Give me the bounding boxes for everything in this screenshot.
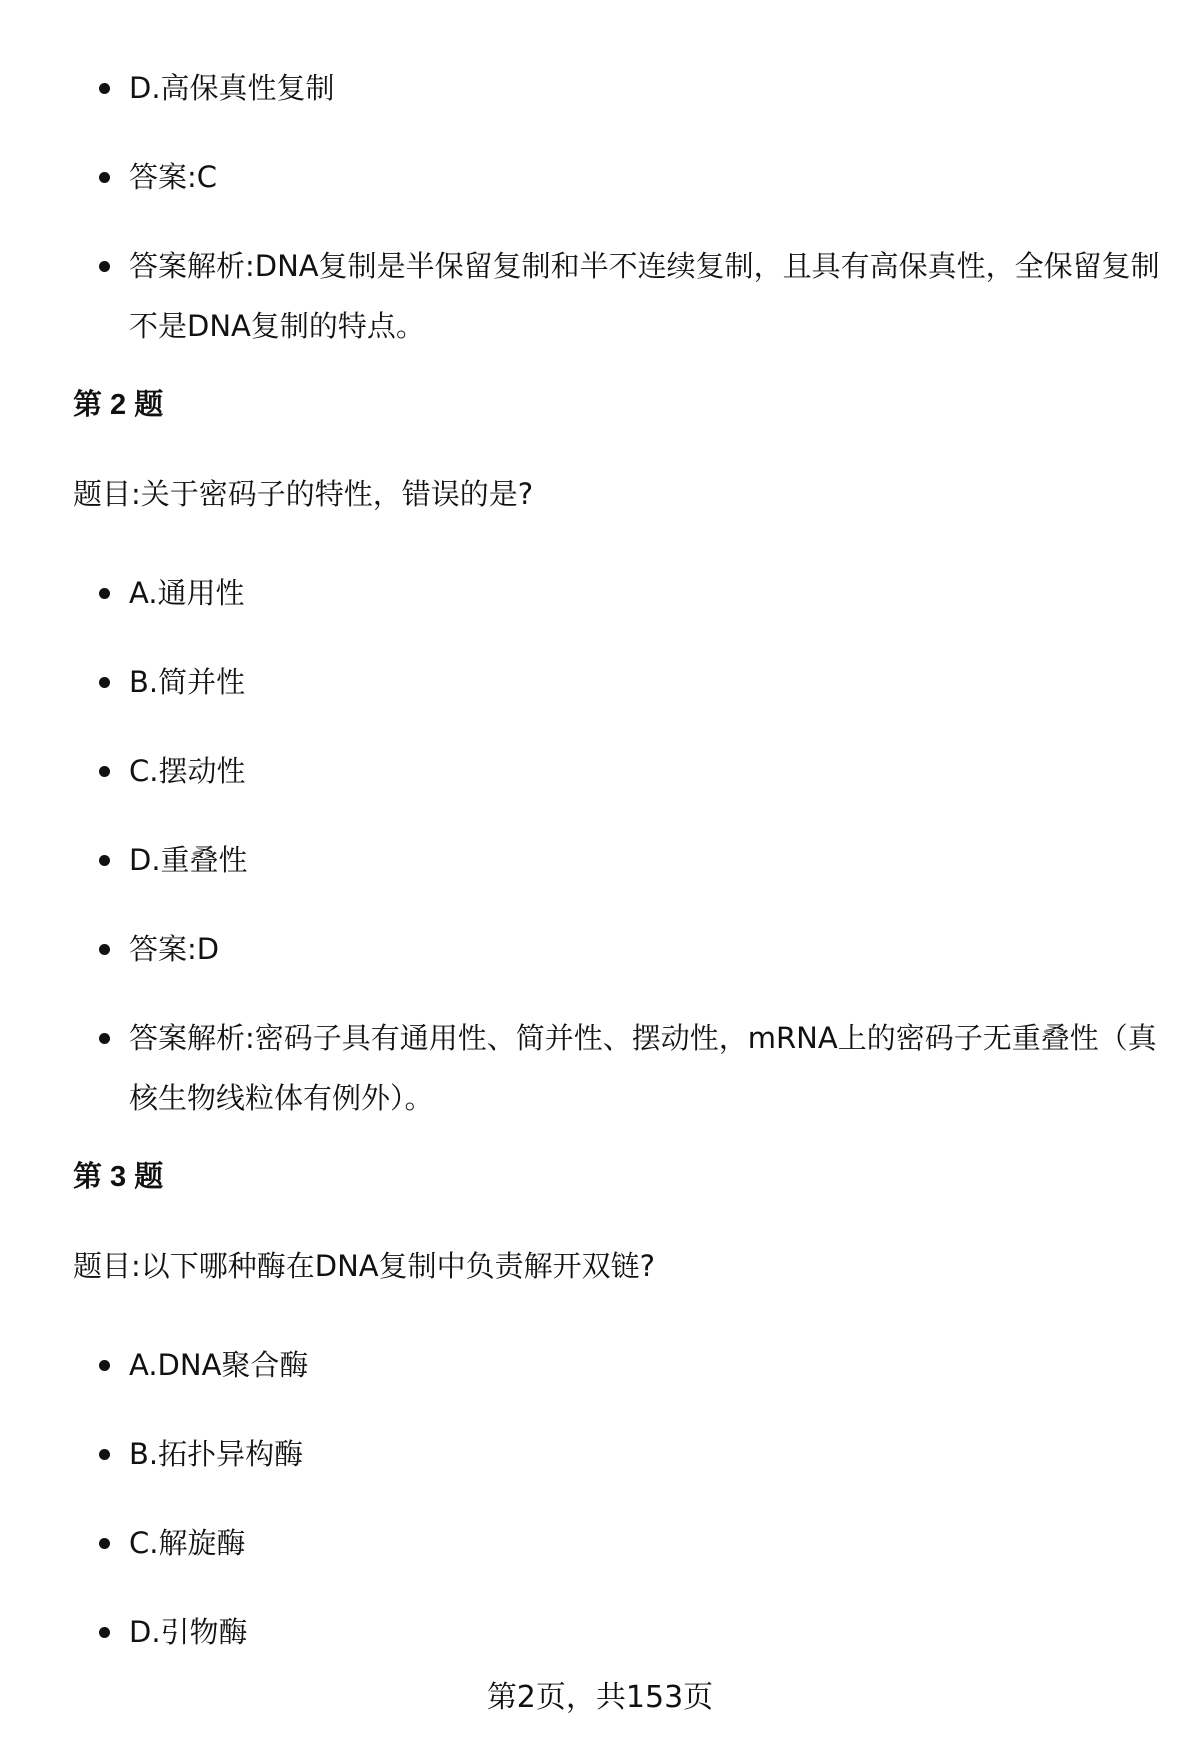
option-d: D.高保真性复制 — [129, 71, 335, 105]
option-d: D.重叠性 — [129, 843, 248, 877]
option-b: B.简并性 — [129, 665, 246, 699]
option-a: A.通用性 — [129, 576, 245, 610]
bullet-icon — [99, 83, 110, 94]
bullet-icon — [99, 1033, 110, 1044]
list-item — [73, 652, 1163, 712]
bullet-icon — [99, 588, 110, 599]
bullet-icon — [99, 261, 110, 272]
option-c: C.解旋酶 — [129, 1526, 246, 1560]
list-item — [73, 919, 1163, 979]
document-content — [73, 58, 1163, 1691]
list-item — [73, 1602, 1163, 1662]
answer-explanation: 答案解析:密码子具有通用性、简并性、摆动性，mRNA上的密码子无重叠性（真核生物线粒体有例外）。 — [129, 1021, 1157, 1115]
list-item — [73, 563, 1163, 623]
question-heading: 第 3 题 — [73, 1161, 164, 1193]
bullet-icon — [99, 1360, 110, 1371]
option-d: D.引物酶 — [129, 1615, 248, 1649]
bullet-icon — [99, 677, 110, 688]
answer: 答案:C — [129, 160, 218, 194]
question-1-tail-list — [73, 58, 1163, 356]
bullet-icon — [99, 944, 110, 955]
list-item — [73, 58, 1163, 118]
option-a: A.DNA聚合酶 — [129, 1348, 309, 1382]
list-item — [73, 236, 1163, 356]
question-text: 题目:关于密码子的特性，错误的是? — [73, 477, 534, 511]
question-3-options — [73, 1335, 1163, 1662]
question-text: 题目:以下哪种酶在DNA复制中负责解开双链? — [73, 1249, 656, 1283]
list-item — [73, 1513, 1163, 1573]
answer-explanation: 答案解析:DNA复制是半保留复制和半不连续复制，且具有高保真性，全保留复制不是DNA复制的特点。 — [129, 249, 1160, 343]
list-item — [73, 147, 1163, 207]
bullet-icon — [99, 172, 110, 183]
bullet-icon — [99, 1627, 110, 1638]
question-heading: 第 2 题 — [73, 389, 164, 421]
option-c: C.摆动性 — [129, 754, 246, 788]
list-item — [73, 1424, 1163, 1484]
bullet-icon — [99, 1449, 110, 1460]
bullet-icon — [99, 766, 110, 777]
list-item — [73, 1008, 1163, 1128]
option-b: B.拓扑异构酶 — [129, 1437, 304, 1471]
list-item — [73, 1335, 1163, 1395]
bullet-icon — [99, 1538, 110, 1549]
list-item — [73, 741, 1163, 801]
list-item — [73, 830, 1163, 890]
answer: 答案:D — [129, 932, 220, 966]
bullet-icon — [99, 855, 110, 866]
question-2-options — [73, 563, 1163, 1128]
page-number-footer: 第2页，共153页 — [486, 1680, 714, 1715]
